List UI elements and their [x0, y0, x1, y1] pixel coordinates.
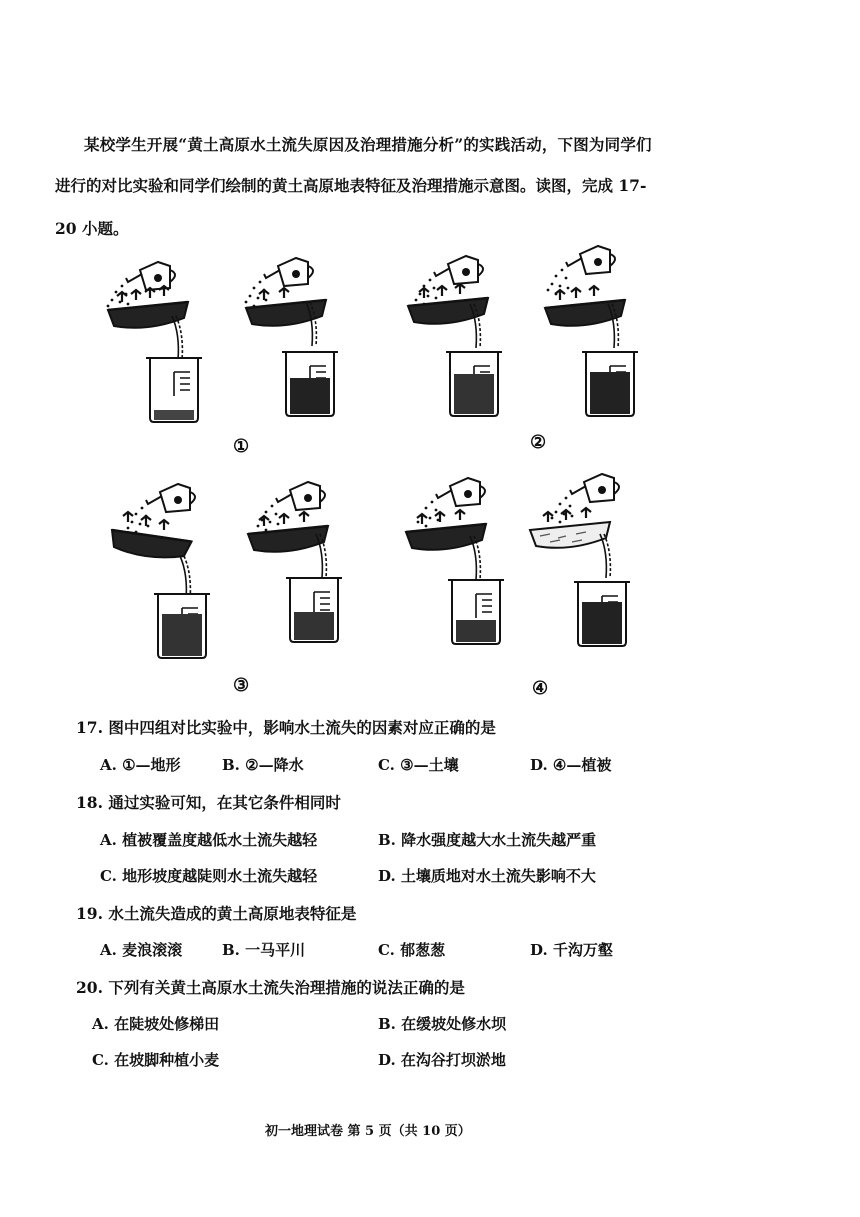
- q20-option-d[interactable]: D. 在沟谷打坝淤地: [378, 1051, 506, 1069]
- figure-label-4: ④: [532, 678, 549, 699]
- q19-option-d[interactable]: D. 千沟万壑: [530, 941, 613, 959]
- intro-line-3: 20 小题。: [55, 219, 129, 238]
- q18-option-a[interactable]: A. 植被覆盖度越低水土流失越轻: [100, 831, 318, 849]
- intro-line-1: 某校学生开展“黄土高原水土流失原因及治理措施分析”的实践活动，下图为同学们: [84, 135, 652, 154]
- figure-label-2: ②: [530, 432, 547, 453]
- q19-option-a[interactable]: A. 麦浪滚滚: [100, 941, 183, 959]
- figure-label-1: ①: [233, 436, 250, 457]
- question-20: [76, 980, 465, 996]
- q19-option-b[interactable]: B. 一马平川: [222, 941, 306, 959]
- question-18: [76, 795, 341, 811]
- q17-option-b[interactable]: B. ②—降水: [222, 756, 304, 774]
- q20-option-b[interactable]: B. 在缓坡处修水坝: [378, 1015, 507, 1033]
- question-17: [76, 720, 496, 736]
- question-text: 下列有关黄土高原水土流失治理措施的说法正确的是: [108, 978, 465, 997]
- q17-option-c[interactable]: C. ③—土壤: [378, 756, 459, 774]
- q18-option-c[interactable]: C. 地形坡度越陡则水土流失越轻: [100, 867, 318, 885]
- q18-option-b[interactable]: B. 降水强度越大水土流失越严重: [378, 831, 597, 849]
- page-footer: 初一地理试卷 第 5 页（共 10 页）: [265, 1124, 471, 1139]
- q20-option-c[interactable]: C. 在坡脚种植小麦: [92, 1051, 220, 1069]
- question-number: 20.: [76, 978, 103, 997]
- question-text: 水土流失造成的黄土高原地表特征是: [108, 904, 357, 923]
- figure-label-3: ③: [233, 675, 250, 696]
- q17-option-a[interactable]: A. ①—地形: [100, 756, 181, 774]
- question-number: 18.: [76, 793, 103, 812]
- question-text: 图中四组对比实验中，影响水土流失的因素对应正确的是: [108, 718, 496, 737]
- question-text: 通过实验可知，在其它条件相同时: [108, 793, 341, 812]
- q19-option-c[interactable]: C. 郁葱葱: [378, 941, 446, 959]
- q20-option-a[interactable]: A. 在陡坡处修梯田: [92, 1015, 220, 1033]
- question-number: 19.: [76, 904, 103, 923]
- question-number: 17.: [76, 718, 103, 737]
- intro-line-2: 进行的对比实验和同学们绘制的黄土高原地表特征及治理措施示意图。读图，完成 17-: [55, 176, 647, 195]
- question-19: [76, 906, 356, 922]
- q18-option-d[interactable]: D. 土壤质地对水土流失影响不大: [378, 867, 596, 885]
- q17-option-d[interactable]: D. ④—植被: [530, 756, 612, 774]
